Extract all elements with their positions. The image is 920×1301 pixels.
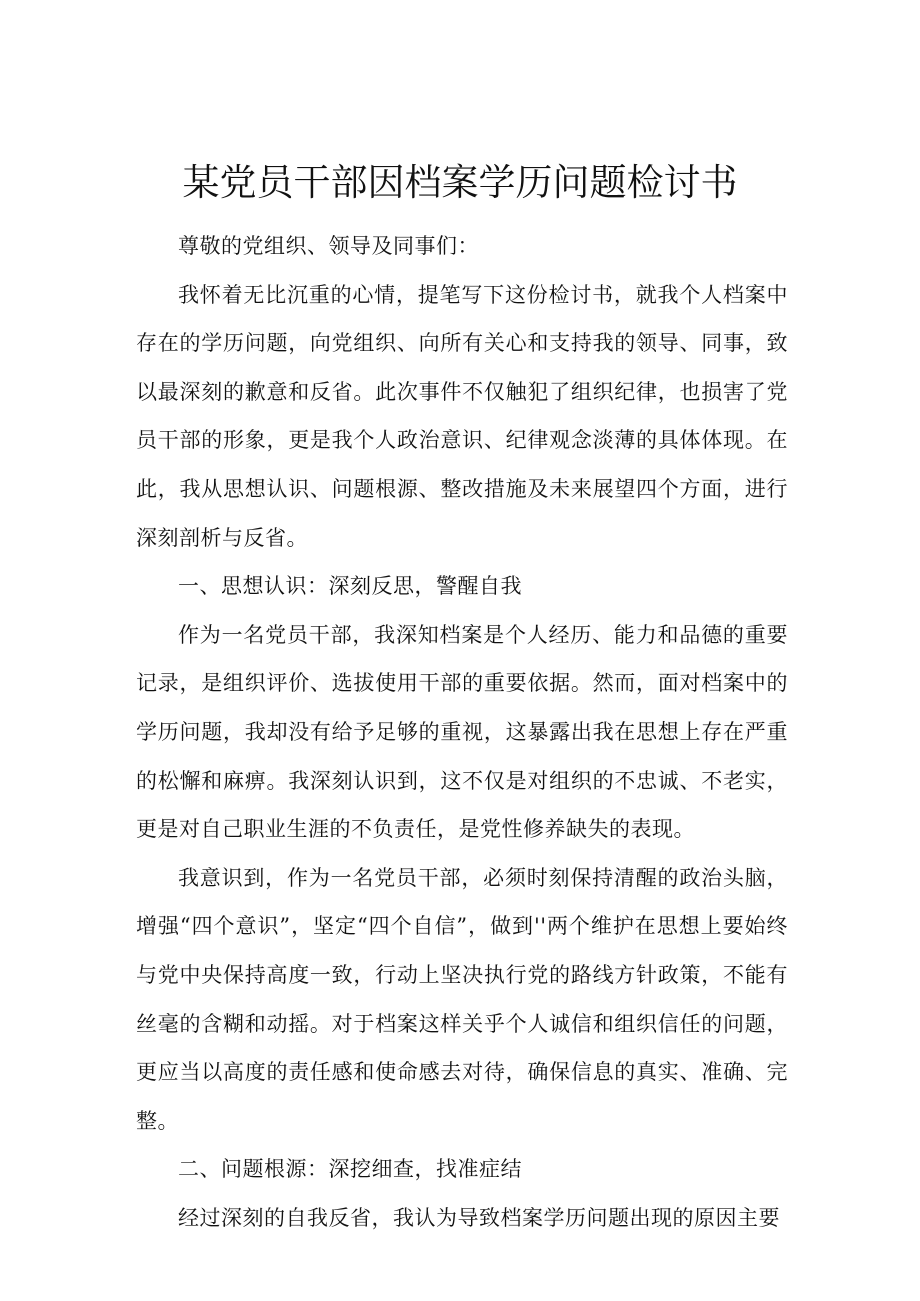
section-2-heading: 二、问题根源：深挖细查，找准症结 <box>178 1157 522 1182</box>
document-title: 某党员干部因档案学历问题检讨书 <box>182 161 738 204</box>
section-2-paragraph-1: 经过深刻的自我反省，我认为导致档案学历问题出现的原因主要 <box>178 1205 780 1230</box>
salutation: 尊敬的党组织、领导及同事们： <box>178 234 479 258</box>
section-1-heading: 一、思想认识：深刻反思，警醒自我 <box>178 574 522 599</box>
section-1-paragraph-2: 我意识到，作为一名党员干部，必须时刻保持清醒的政治头脑，增强“四个意识”，坚定“四个自信”，做到''两个维护在思想上要始终与党中央保持高度一致，行动上坚决执行党的路线方针政策，不能有丝毫的含糊和动摇。对于档案这样关乎个人诚信和组织信任的问题，更应当以高度的责任感和使命感去对待，确保信息的真实、准确、完整。 <box>136 865 788 1133</box>
document-body <box>136 222 788 1242</box>
intro-paragraph: 我怀着无比沉重的心情，提笔写下这份检讨书，就我个人档案中存在的学历问题，向党组织、向所有关心和支持我的领导、同事，致以最深刻的歉意和反省。此次事件不仅触犯了组织纪律，也损害了党员干部的形象，更是我个人政治意识、纪律观念淡薄的具体体现。在此，我从思想认识、问题根源、整改措施及未来展望四个方面，进行深刻剖析与反省。 <box>136 282 788 550</box>
section-1-paragraph-1: 作为一名党员干部，我深知档案是个人经历、能力和品德的重要记录，是组织评价、选拔使用干部的重要依据。然而，面对档案中的学历问题，我却没有给予足够的重视，这暴露出我在思想上存在严重的松懈和麻痹。我深刻认识到，这不仅是对组织的不忠诚、不老实，更是对自己职业生涯的不负责任，是党性修养缺失的表现。 <box>136 622 788 842</box>
